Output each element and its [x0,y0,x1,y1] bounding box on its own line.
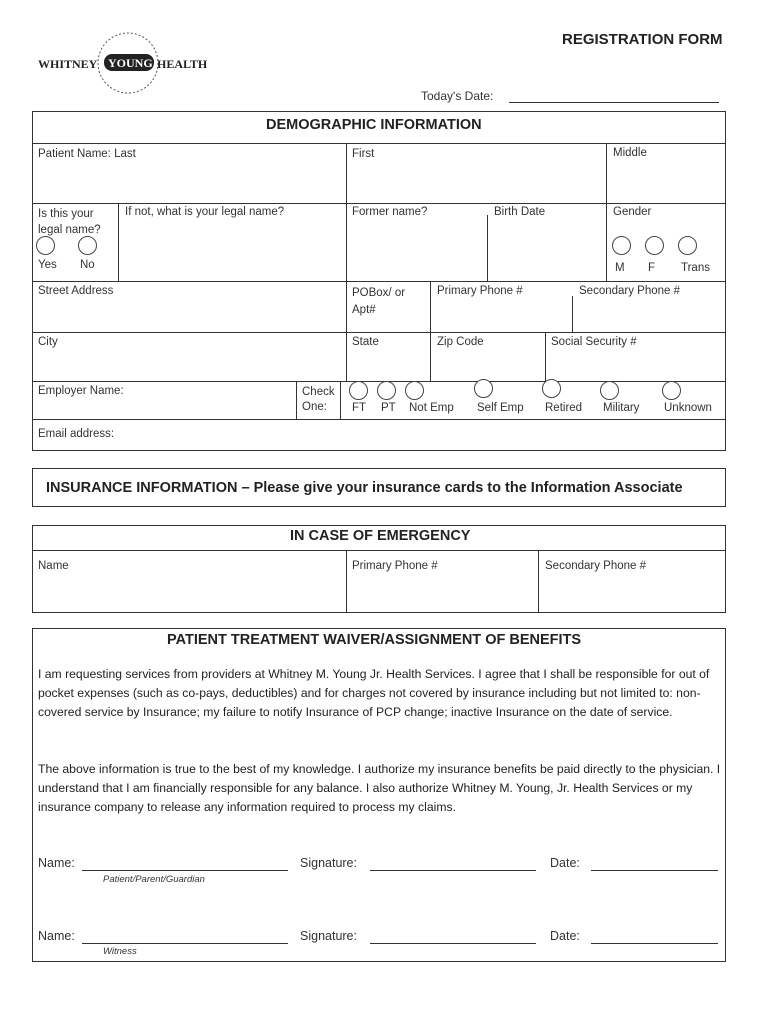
employment-option-label: PT [381,402,396,414]
demographic-title: DEMOGRAPHIC INFORMATION [266,117,482,133]
gender-m-radio[interactable] [612,236,631,255]
employer-name-label: Employer Name: [38,385,124,397]
insurance-title: INSURANCE INFORMATION – Please give your insurance cards to the Information Associate [46,480,683,496]
street-address-label: Street Address [38,285,114,297]
waiver-paragraph-1: I am requesting services from providers at Whitney M. Young Jr. Health Services. I agree that I shall be responsible for out of pocket expenses (such as co-pays, deductibles) and for charges not covered by insurance including but not limited to: non-covered service by Insurance; my failure to notify Insurance of PCP change; inactive Insurance on the date of service. [38,667,710,719]
birth-date-label: Birth Date [494,206,546,218]
gender-trans-radio[interactable] [678,236,697,255]
primary-phone-field[interactable] [436,300,566,330]
check-one-label: Check One: [302,386,335,413]
legal-name-if-not-label: If not, what is your legal name? [125,206,285,218]
todays-date-field[interactable] [509,88,719,103]
emergency-secondary-phone-label: Secondary Phone # [545,560,647,572]
city-field[interactable] [38,352,338,378]
patient-date-field[interactable] [591,856,718,871]
employment-option-label: Retired [545,402,583,414]
gender-label: Gender [613,206,652,218]
todays-date-label: Today's Date: [421,89,494,103]
secondary-phone-label: Secondary Phone # [579,285,681,297]
gender-trans-label: Trans [681,262,710,274]
first-name-label: First [352,148,375,160]
employment-option-label: Not Emp [409,402,454,414]
emergency-secondary-phone-field[interactable] [544,576,720,608]
patient-caption: Patient/Parent/Guardian [103,874,205,885]
ssn-label: Social Security # [551,336,637,348]
patient-signature-label: Signature: [300,856,357,870]
waiver-paragraph-2: The above information is true to the best of my knowledge. I authorize my insurance benefits be paid directly to the physician. I understand that I am financially responsible for any balance. I also authorize Whitney M. Young, Jr. Health Services or my insurance company to release any information required to process my claims. [38,762,721,814]
zip-code-label: Zip Code [437,336,484,348]
employment-not-emp-radio[interactable] [405,381,424,400]
emergency-primary-phone-label: Primary Phone # [352,560,438,572]
employment-option-label: Unknown [664,402,712,414]
waiver-title: PATIENT TREATMENT WAIVER/ASSIGNMENT OF BENEFITS [167,632,582,648]
legal-name-no-radio[interactable] [78,236,97,255]
no-label: No [80,259,95,271]
email-label: Email address: [38,428,115,440]
state-field[interactable] [352,352,424,378]
gender-m-label: M [615,262,625,274]
legal-name-field[interactable] [124,222,340,278]
patient-signature-field[interactable] [370,856,536,871]
ssn-field[interactable] [550,352,720,378]
employment-option-label: Self Emp [477,402,524,414]
employment-military-radio[interactable] [600,381,619,400]
logo-right-text: HEALTH [157,57,208,71]
pobox-field[interactable] [352,318,422,330]
former-name-label: Former name? [352,206,428,218]
employment-unknown-radio[interactable] [662,381,681,400]
logo-left-text: WHITNEY [38,57,98,71]
emergency-title: IN CASE OF EMERGENCY [290,528,471,544]
employer-name-field[interactable] [38,400,288,416]
employment-self-emp-radio[interactable] [474,379,493,398]
state-label: State [352,336,379,348]
secondary-phone-field[interactable] [578,300,720,330]
birth-date-field[interactable] [492,222,602,278]
yes-label: Yes [38,259,57,271]
gender-f-radio[interactable] [645,236,664,255]
zip-code-field[interactable] [436,352,540,378]
street-address-field[interactable] [38,300,338,330]
logo-middle-text: YOUNG [108,56,153,70]
form-title: REGISTRATION FORM [562,31,723,48]
emergency-name-field[interactable] [38,576,338,608]
patient-name-field[interactable] [82,856,288,871]
employment-pt-radio[interactable] [377,381,396,400]
witness-date-label: Date: [550,929,580,943]
whitney-young-logo [38,28,218,98]
emergency-name-label: Name [38,560,69,572]
patient-last-name-label: Patient Name: Last [38,148,136,160]
email-field[interactable] [124,424,720,446]
witness-signature-label: Signature: [300,929,357,943]
employment-ft-radio[interactable] [349,381,368,400]
employment-option-label: Military [603,402,640,414]
witness-caption: Witness [103,946,137,957]
witness-date-field[interactable] [591,929,718,944]
primary-phone-label: Primary Phone # [437,285,523,297]
patient-name-label: Name: [38,856,75,870]
witness-name-label: Name: [38,929,75,943]
witness-signature-field[interactable] [370,929,536,944]
last-name-field[interactable] [40,160,340,198]
city-label: City [38,336,58,348]
legal-name-yes-radio[interactable] [36,236,55,255]
witness-name-field[interactable] [82,929,288,944]
employment-retired-radio[interactable] [542,379,561,398]
legal-name-question: Is this your legal name? [38,208,101,236]
pobox-label: POBox/ or Apt# [352,287,406,316]
middle-name-field[interactable] [612,162,720,198]
gender-f-label: F [648,262,656,274]
emergency-primary-phone-field[interactable] [352,576,532,608]
former-name-field[interactable] [352,222,482,278]
first-name-field[interactable] [352,162,600,198]
middle-name-label: Middle [613,147,647,159]
employment-option-label: FT [352,402,367,414]
patient-date-label: Date: [550,856,580,870]
